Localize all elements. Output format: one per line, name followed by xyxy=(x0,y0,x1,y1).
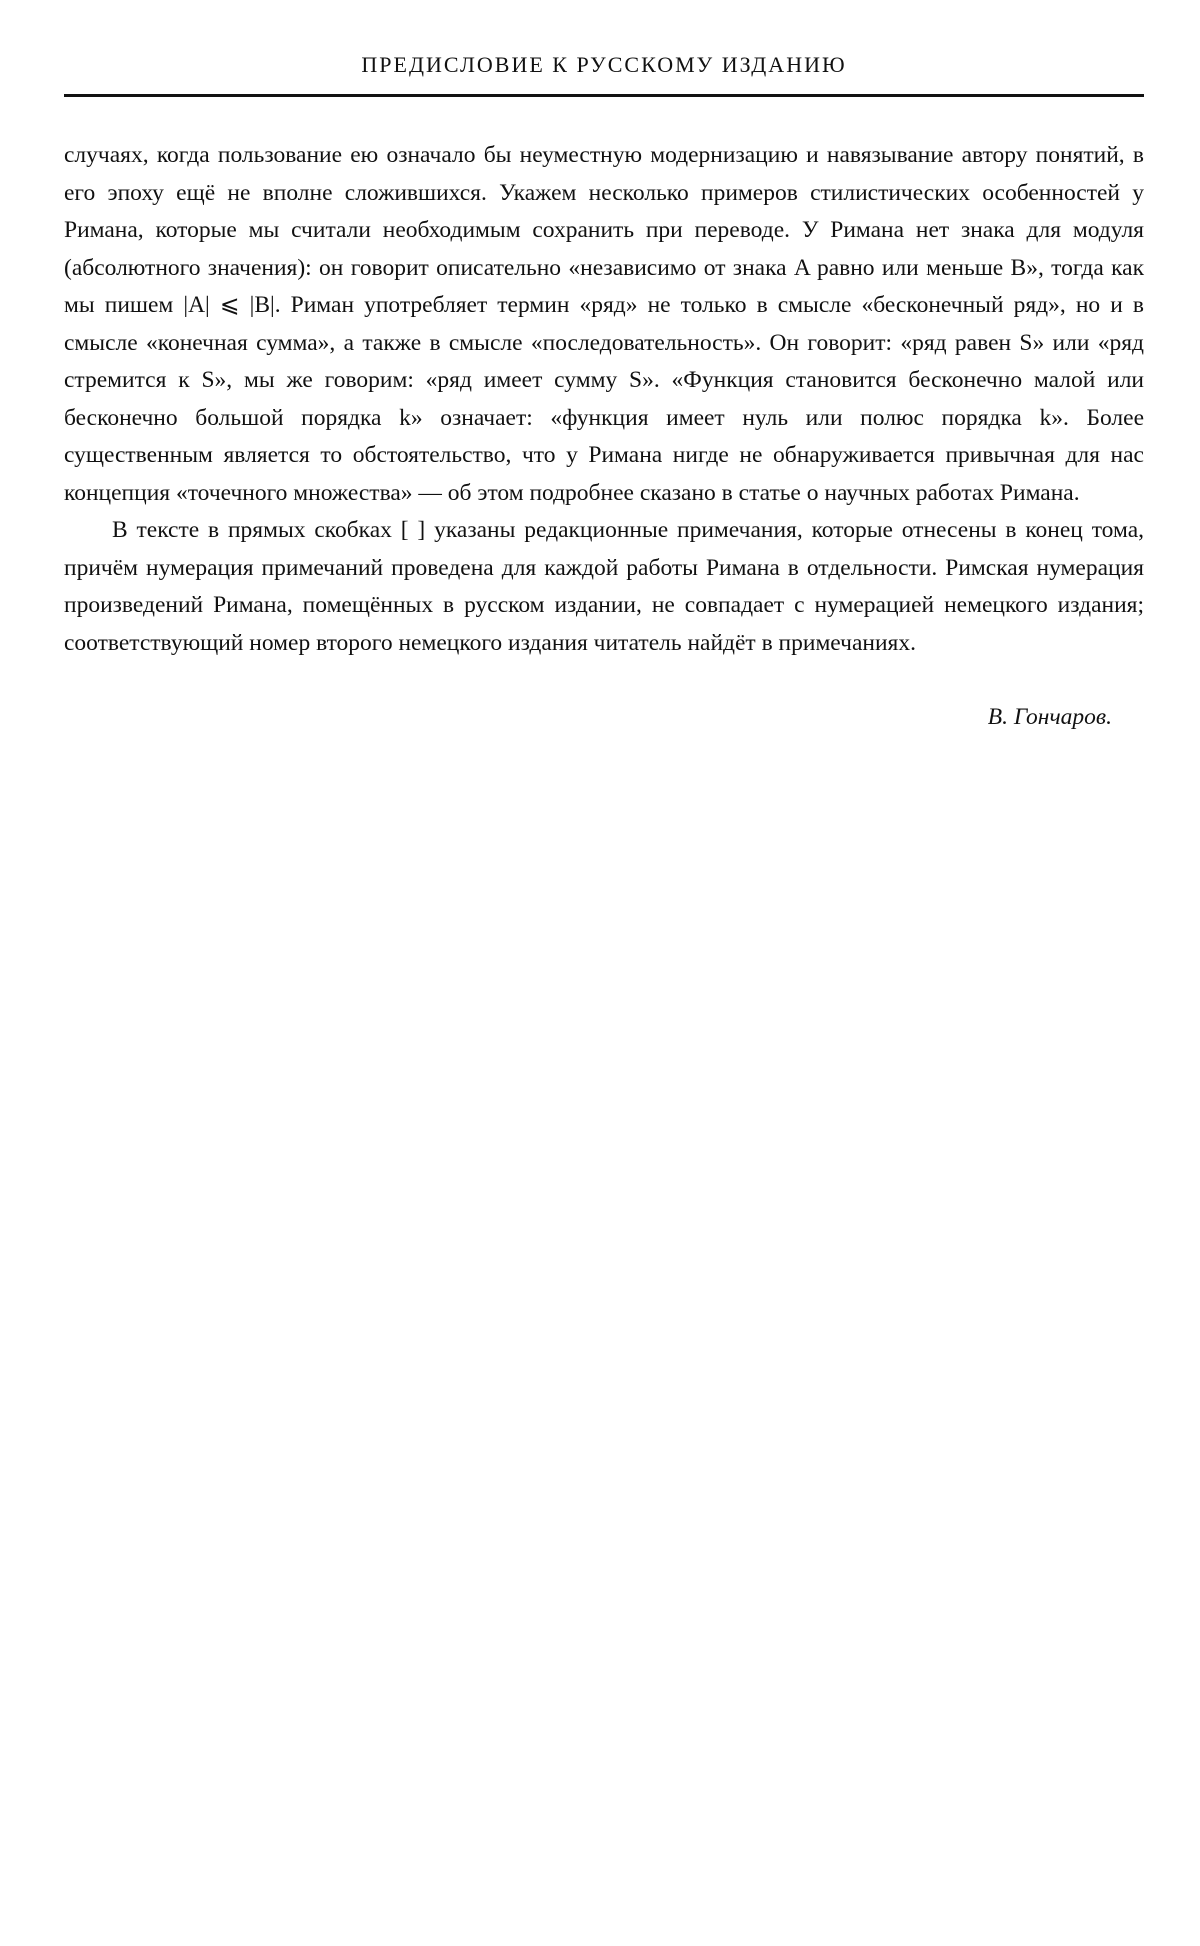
paragraph-continuation: случаях, когда пользование ею означало бы неуместную модернизацию и навязывание автору понятий, в его эпоху ещё не вполне сложившихся. Укажем несколько примеров стилистических особенностей у Римана, которые мы считали необходимым сохранить при переводе. У Римана нет знака для модуля (абсолютного значения): он говорит описательно «независимо от знака A равно или меньше B», тогда как мы пишем |A| ⩽ |B|. Риман употребляет термин «ряд» не только в смысле «бесконечный ряд», но и в смысле «конечная сумма», а также в смысле «последовательность». Он говорит: «ряд равен S» или «ряд стремится к S», мы же говорим: «ряд имеет сумму S». «Функция становится бесконечно малой или бесконечно большой порядка k» означает: «функция имеет нуль или полюс порядка k». Более существенным является то обстоятельство, что у Римана нигде не обнаруживается привычная для нас концепция «точечного множества» — об этом подробнее сказано в статье о научных работах Римана. xyxy=(64,142,1144,506)
body-text xyxy=(64,137,1144,662)
header-rule xyxy=(64,94,1144,97)
author-signature: В. Гончаров. xyxy=(987,704,1112,730)
book-page xyxy=(64,50,1144,731)
running-title: ПРЕДИСЛОВИЕ К РУССКОМУ ИЗДАНИЮ xyxy=(361,52,847,77)
paragraph-notes: В тексте в прямых скобках [ ] указаны редакционные примечания, которые отнесены в конец тома, причём нумерация примечаний проведена для каждой работы Римана в отдельности. Римская нумерация произведений Римана, помещённых в русском издании, не совпадает с нумерацией немецкого издания; соответствующий номер второго немецкого издания читатель найдёт в примечаниях. xyxy=(64,517,1144,656)
